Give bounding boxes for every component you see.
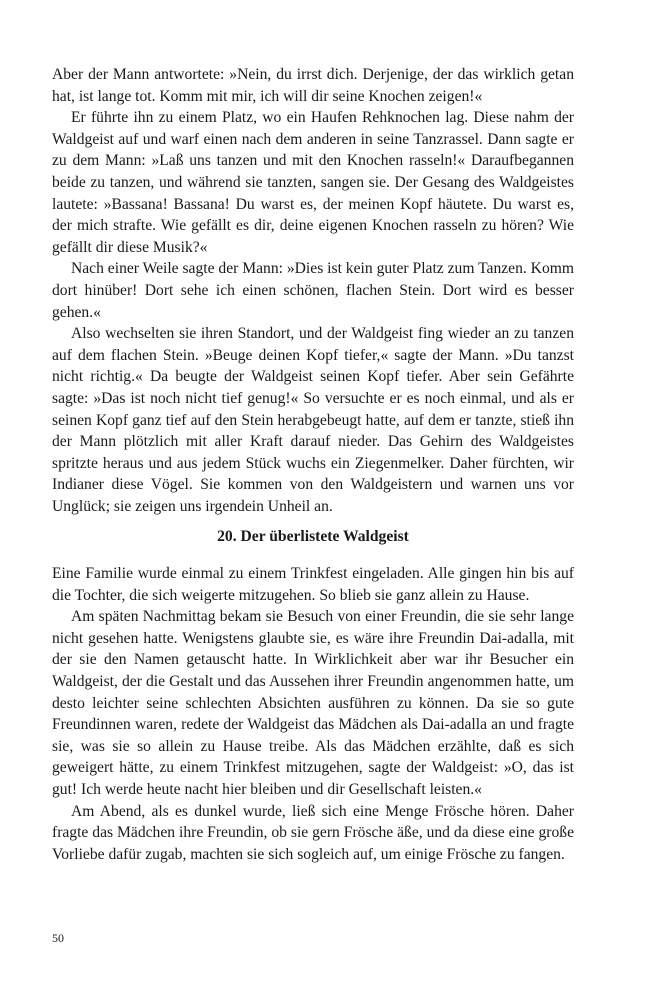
paragraph: Also wechselten sie ihren Standort, und der Waldgeist fing wieder an zu tanzen auf dem flachen Stein. »Beuge deinen Kopf tiefer,« sagte der Mann. »Du tanzst nicht richtig.« Da beugte der Waldgeist seinen Kopf tiefer. Aber sein Gefährte sagte: »Das ist noch nicht tief genug!« So versuchte er es noch einmal, und als er seinen Kopf ganz tief auf den Stein herabgebeugt hatte, auf dem er tanzte, stieß ihn der Mann plötzlich mit aller Kraft darauf nieder. Das Gehirn des Waldgeistes spritzte heraus und aus jedem Stück wuchs ein Ziegenmelker. Daher fürchten, wir Indianer diese Vögel. Sie kommen von den Waldgeistern und warnen uns vor Unglück; sie zeigen uns irgendein Unheil an. <box>52 325 574 515</box>
chapter-text <box>52 563 574 865</box>
paragraph: Am späten Nachmittag bekam sie Besuch von einer Freundin, die sie sehr lange nicht gesehen hatte. Wenigstens glaubte sie, es wäre ihre Freundin Dai-adalla, mit der sie den Namen getauscht hatte. In Wirklichkeit aber war ihr Besucher ein Waldgeist, der die Gestalt und das Aussehen ihrer Freundin angenommen hatte, um desto leichter seine schlechten Absichten ausführen zu können. Da sie so gute Freundinnen waren, redete der Waldgeist das Mädchen als Dai-adalla an und fragte sie, was sie so allein zu Hause treibe. Als das Mädchen erzählte, daß es sich geweigert hätte, zu einem Trinkfest mitzugehen, sagte der Waldgeist: »O, das ist gut! Ich werde heute nacht hier bleiben und dir Gesellschaft leisten.« <box>52 608 574 798</box>
paragraph: Am Abend, als es dunkel wurde, ließ sich eine Menge Frösche hören. Daher fragte das Mädchen ihre Freundin, ob sie gern Frösche äße, und da diese eine große Vorliebe dafür zugab, machten sie sich sogleich auf, um einige Frösche zu fangen. <box>52 802 574 863</box>
paragraph: Eine Familie wurde einmal zu einem Trinkfest eingeladen. Alle gingen hin bis auf die Tochter, die sich weigerte mitzugehen. So blieb sie ganz allein zu Hause. <box>52 565 574 604</box>
story-ending-text <box>52 64 574 517</box>
chapter-heading: 20. Der überlistete Waldgeist <box>217 528 409 545</box>
paragraph: Nach einer Weile sagte der Mann: »Dies ist kein guter Platz zum Tanzen. Komm dort hinüber! Dort sehe ich einen schönen, flachen Stein. Dort wird es besser gehen.« <box>52 260 574 321</box>
paragraph: Er führte ihn zu einem Platz, wo ein Haufen Rehknochen lag. Diese nahm der Waldgeist auf und warf einen nach dem anderen in seine Tanzrassel. Dann sagte er zu dem Mann: »Laß uns tanzen und mit den Knochen rasseln!« Daraufbegannen beide zu tanzen, und während sie tanzten, sangen sie. Der Gesang des Waldgeistes lautete: »Bassana! Bassana! Du warst es, der meinen Kopf häutete. Du warst es, der mich strafte. Wie gefällt es dir, deine eigenen Knochen rasseln zu hören? Wie gefällt dir diese Musik?« <box>52 109 574 256</box>
page-number: 50 <box>52 931 64 945</box>
paragraph: Aber der Mann antwortete: »Nein, du irrst dich. Derjenige, der das wirklich getan hat, ist lange tot. Komm mit mir, ich will dir seine Knochen zeigen!« <box>52 66 574 105</box>
